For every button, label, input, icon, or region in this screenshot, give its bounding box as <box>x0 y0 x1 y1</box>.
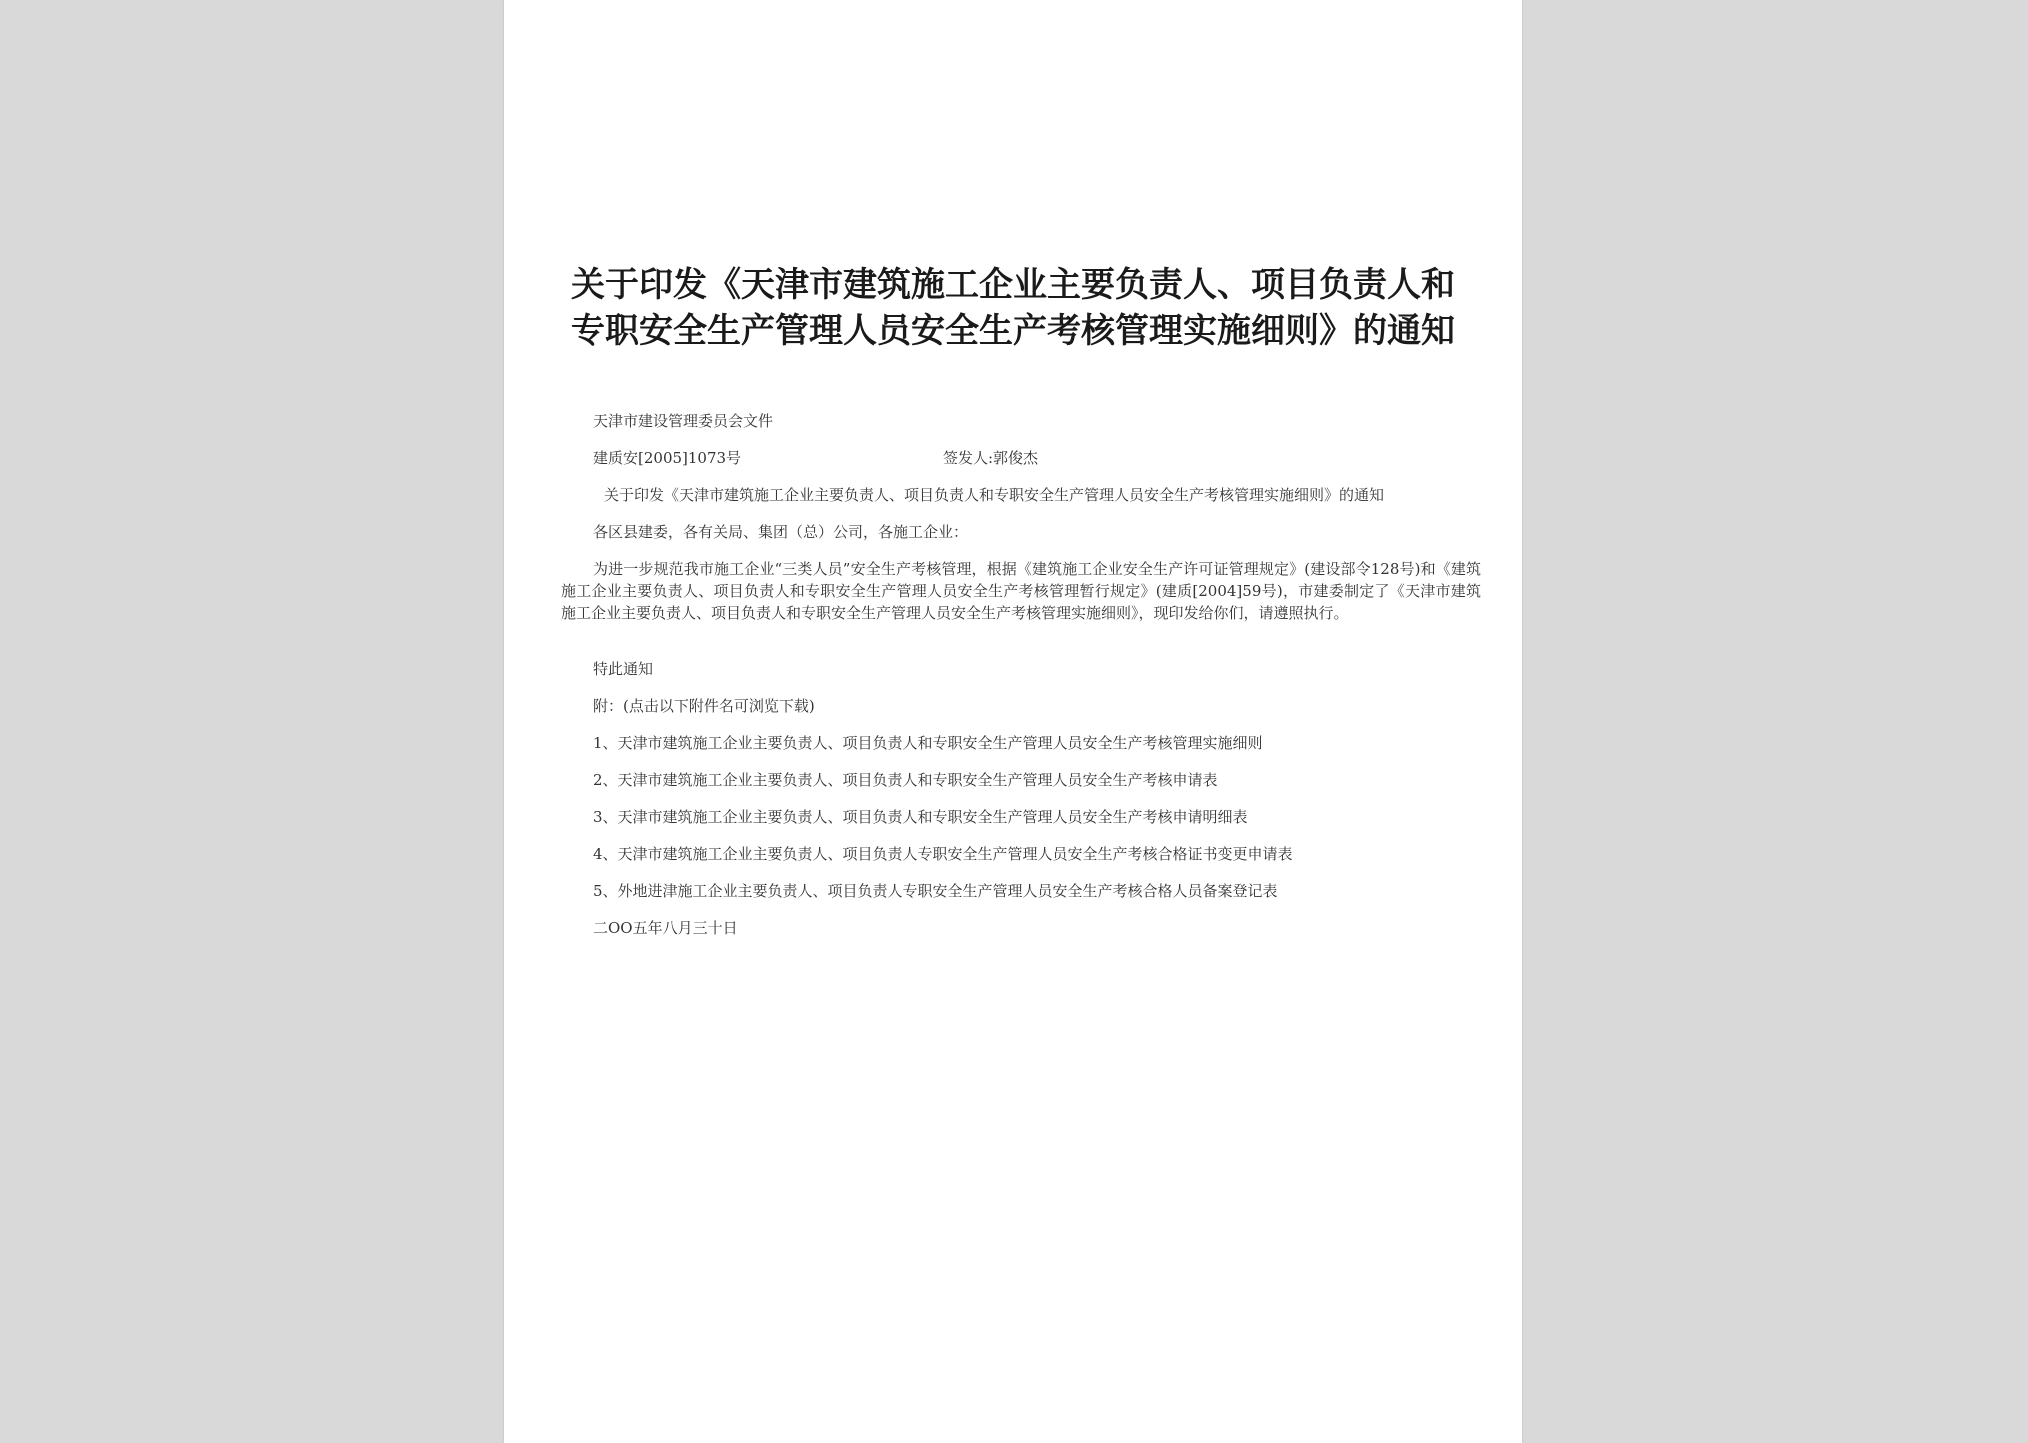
attachment-link-5[interactable]: 5、外地进津施工企业主要负责人、项目负责人专职安全生产管理人员安全生产考核合格人员备案登记表 <box>593 882 1278 900</box>
closing-line: 特此通知 <box>593 660 654 678</box>
document-title: 关于印发《天津市建筑施工企业主要负责人、项目负责人和专职安全生产管理人员安全生产考核管理实施细则》的通知 <box>571 265 1455 351</box>
attachment-link-2[interactable]: 2、天津市建筑施工企业主要负责人、项目负责人和专职安全生产管理人员安全生产考核申请表 <box>593 771 1218 789</box>
doc-number: 建质安[2005]1073号 <box>593 449 742 467</box>
document-page <box>504 0 1522 1443</box>
subject-line: 关于印发《天津市建筑施工企业主要负责人、项目负责人和专职安全生产管理人员安全生产考核管理实施细则》的通知 <box>604 486 1385 504</box>
attachment-link-1[interactable]: 1、天津市建筑施工企业主要负责人、项目负责人和专职安全生产管理人员安全生产考核管理实施细则 <box>593 734 1263 752</box>
signer: 签发人:郭俊杰 <box>943 449 1039 467</box>
issuer-line: 天津市建设管理委员会文件 <box>593 412 774 430</box>
attachment-link-3[interactable]: 3、天津市建筑施工企业主要负责人、项目负责人和专职安全生产管理人员安全生产考核申请明细表 <box>593 808 1248 826</box>
recipients-line: 各区县建委，各有关局、集团（总）公司，各施工企业： <box>593 523 969 541</box>
body-paragraph: 为进一步规范我市施工企业“三类人员”安全生产考核管理，根据《建筑施工企业安全生产许可证管理规定》(建设部令128号)和《建筑施工企业主要负责人、项目负责人和专职安全生产管理人员安全生产考核管理暂行规定》(建质[2004]59号)，市建委制定了《天津市建筑施工企业主要负责人、项目负责人和专职安全生产管理人员安全生产考核管理实施细则》，现印发给你们，请遵照执行。 <box>561 560 1481 622</box>
attachment-intro: 附：(点击以下附件名可浏览下载) <box>593 697 815 715</box>
document-date: 二OO五年八月三十日 <box>593 919 738 937</box>
attachment-link-4[interactable]: 4、天津市建筑施工企业主要负责人、项目负责人专职安全生产管理人员安全生产考核合格证书变更申请表 <box>593 845 1293 863</box>
doc-number-row <box>593 447 1039 468</box>
